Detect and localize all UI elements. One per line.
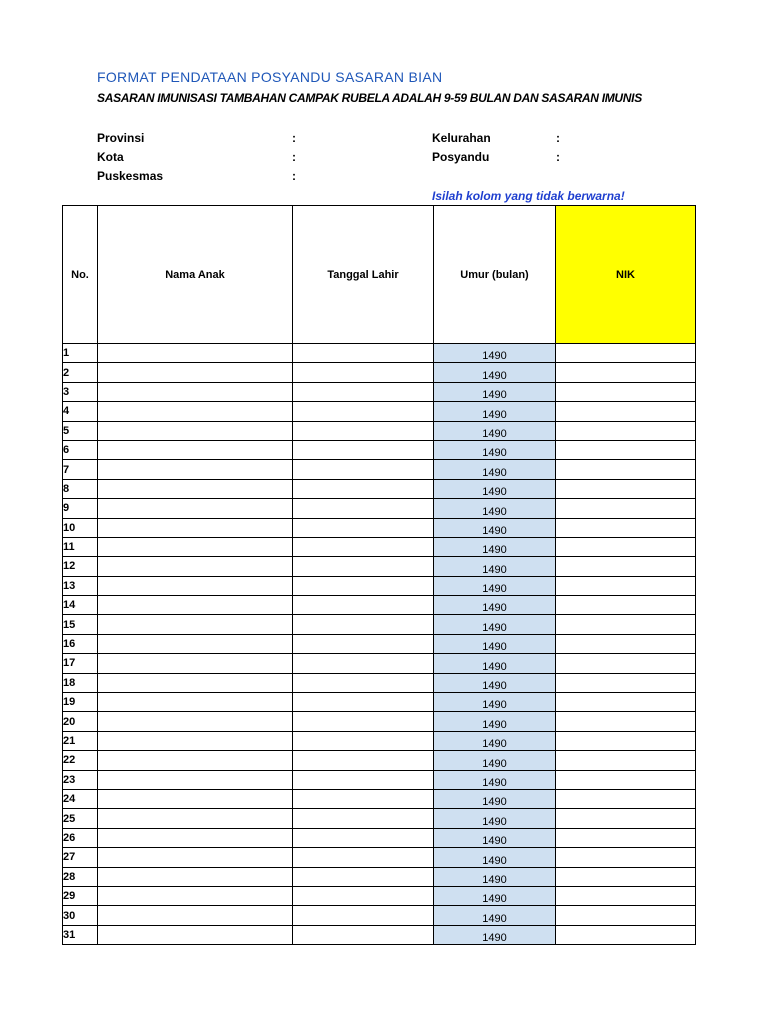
- umur-cell: 1490: [434, 654, 556, 673]
- table-row: [63, 460, 696, 479]
- table-row: [63, 693, 696, 712]
- row-number: 19: [63, 693, 98, 712]
- row-number: 25: [63, 809, 98, 828]
- tanggal-lahir-cell[interactable]: [293, 770, 434, 789]
- table-row: [63, 421, 696, 440]
- row-number: 23: [63, 770, 98, 789]
- umur-cell: 1490: [434, 344, 556, 363]
- nama-anak-cell[interactable]: [98, 576, 293, 595]
- row-number: 2: [63, 363, 98, 382]
- nik-cell[interactable]: [556, 596, 696, 615]
- tanggal-lahir-cell[interactable]: [293, 596, 434, 615]
- umur-cell: 1490: [434, 906, 556, 925]
- header-nik: NIK: [556, 206, 696, 344]
- tanggal-lahir-cell[interactable]: [293, 499, 434, 518]
- table-row: [63, 789, 696, 808]
- tanggal-lahir-cell[interactable]: [293, 751, 434, 770]
- nama-anak-cell[interactable]: [98, 770, 293, 789]
- nik-cell[interactable]: [556, 789, 696, 808]
- header-umur: Umur (bulan): [434, 206, 556, 344]
- table-row: [63, 731, 696, 750]
- kelurahan-colon: :: [556, 131, 560, 145]
- nama-anak-cell[interactable]: [98, 828, 293, 847]
- tanggal-lahir-cell[interactable]: [293, 789, 434, 808]
- table-row: [63, 402, 696, 421]
- umur-cell: 1490: [434, 673, 556, 692]
- nama-anak-cell[interactable]: [98, 402, 293, 421]
- nama-anak-cell[interactable]: [98, 925, 293, 944]
- table-row: [63, 382, 696, 401]
- umur-cell: 1490: [434, 421, 556, 440]
- table-row: [63, 596, 696, 615]
- table-row: [63, 867, 696, 886]
- nik-cell[interactable]: [556, 382, 696, 401]
- nik-cell[interactable]: [556, 479, 696, 498]
- umur-cell: 1490: [434, 809, 556, 828]
- tanggal-lahir-cell[interactable]: [293, 654, 434, 673]
- nama-anak-cell[interactable]: [98, 596, 293, 615]
- header-nama-anak: Nama Anak: [98, 206, 293, 344]
- nik-cell[interactable]: [556, 712, 696, 731]
- row-number: 13: [63, 576, 98, 595]
- nik-cell[interactable]: [556, 809, 696, 828]
- tanggal-lahir-cell[interactable]: [293, 615, 434, 634]
- tanggal-lahir-cell[interactable]: [293, 576, 434, 595]
- header-no: No.: [63, 206, 98, 344]
- nama-anak-cell[interactable]: [98, 382, 293, 401]
- nama-anak-cell[interactable]: [98, 712, 293, 731]
- umur-cell: 1490: [434, 479, 556, 498]
- nik-cell[interactable]: [556, 402, 696, 421]
- row-number: 4: [63, 402, 98, 421]
- row-number: 24: [63, 789, 98, 808]
- nama-anak-cell[interactable]: [98, 693, 293, 712]
- row-number: 12: [63, 557, 98, 576]
- umur-cell: 1490: [434, 828, 556, 847]
- row-number: 27: [63, 848, 98, 867]
- row-number: 31: [63, 925, 98, 944]
- tanggal-lahir-cell[interactable]: [293, 906, 434, 925]
- nama-anak-cell[interactable]: [98, 789, 293, 808]
- puskesmas-colon: :: [292, 169, 296, 183]
- table-row: [63, 886, 696, 905]
- nik-cell[interactable]: [556, 731, 696, 750]
- nik-cell[interactable]: [556, 751, 696, 770]
- row-number: 3: [63, 382, 98, 401]
- nik-cell[interactable]: [556, 576, 696, 595]
- row-number: 14: [63, 596, 98, 615]
- nama-anak-cell[interactable]: [98, 344, 293, 363]
- nik-cell[interactable]: [556, 499, 696, 518]
- table-row: [63, 537, 696, 556]
- tanggal-lahir-cell[interactable]: [293, 363, 434, 382]
- kota-colon: :: [292, 150, 296, 164]
- tanggal-lahir-cell[interactable]: [293, 402, 434, 421]
- umur-cell: 1490: [434, 440, 556, 459]
- tanggal-lahir-cell[interactable]: [293, 828, 434, 847]
- nama-anak-cell[interactable]: [98, 421, 293, 440]
- nama-anak-cell[interactable]: [98, 867, 293, 886]
- row-number: 6: [63, 440, 98, 459]
- umur-cell: 1490: [434, 596, 556, 615]
- umur-cell: 1490: [434, 615, 556, 634]
- tanggal-lahir-cell[interactable]: [293, 867, 434, 886]
- nik-cell[interactable]: [556, 537, 696, 556]
- nik-cell[interactable]: [556, 693, 696, 712]
- tanggal-lahir-cell[interactable]: [293, 693, 434, 712]
- row-number: 10: [63, 518, 98, 537]
- row-number: 9: [63, 499, 98, 518]
- nik-cell[interactable]: [556, 421, 696, 440]
- nama-anak-cell[interactable]: [98, 499, 293, 518]
- table-row: [63, 479, 696, 498]
- table-row: [63, 654, 696, 673]
- row-number: 17: [63, 654, 98, 673]
- tanggal-lahir-cell[interactable]: [293, 518, 434, 537]
- umur-cell: 1490: [434, 382, 556, 401]
- kelurahan-label: Kelurahan: [432, 131, 491, 145]
- nama-anak-cell[interactable]: [98, 731, 293, 750]
- umur-cell: 1490: [434, 537, 556, 556]
- umur-cell: 1490: [434, 789, 556, 808]
- umur-cell: 1490: [434, 770, 556, 789]
- fill-instruction: Isilah kolom yang tidak berwarna!: [432, 189, 625, 203]
- nama-anak-cell[interactable]: [98, 673, 293, 692]
- table-row: [63, 751, 696, 770]
- nik-cell[interactable]: [556, 557, 696, 576]
- puskesmas-label: Puskesmas: [97, 169, 164, 183]
- nama-anak-cell[interactable]: [98, 809, 293, 828]
- nik-cell[interactable]: [556, 673, 696, 692]
- table-row: [63, 925, 696, 944]
- document-subtitle: SASARAN IMUNISASI TAMBAHAN CAMPAK RUBELA ADALAH 9-59 BULAN DAN SASARAN IMUNIS: [97, 91, 642, 105]
- table-row: [63, 848, 696, 867]
- tanggal-lahir-cell[interactable]: [293, 809, 434, 828]
- umur-cell: 1490: [434, 751, 556, 770]
- table-row: [63, 770, 696, 789]
- umur-cell: 1490: [434, 634, 556, 653]
- table-row: [63, 712, 696, 731]
- row-number: 29: [63, 886, 98, 905]
- table-row: [63, 809, 696, 828]
- umur-cell: 1490: [434, 576, 556, 595]
- nama-anak-cell[interactable]: [98, 615, 293, 634]
- umur-cell: 1490: [434, 848, 556, 867]
- data-table: [62, 205, 696, 945]
- kota-label: Kota: [97, 150, 124, 164]
- nik-cell[interactable]: [556, 867, 696, 886]
- tanggal-lahir-cell[interactable]: [293, 925, 434, 944]
- nik-cell[interactable]: [556, 440, 696, 459]
- nama-anak-cell[interactable]: [98, 886, 293, 905]
- nama-anak-cell[interactable]: [98, 848, 293, 867]
- umur-cell: 1490: [434, 925, 556, 944]
- document-title: FORMAT PENDATAAN POSYANDU SASARAN BIAN: [97, 69, 443, 85]
- tanggal-lahir-cell[interactable]: [293, 634, 434, 653]
- row-number: 28: [63, 867, 98, 886]
- nama-anak-cell[interactable]: [98, 460, 293, 479]
- tanggal-lahir-cell[interactable]: [293, 557, 434, 576]
- umur-cell: 1490: [434, 499, 556, 518]
- umur-cell: 1490: [434, 363, 556, 382]
- row-number: 7: [63, 460, 98, 479]
- nik-cell[interactable]: [556, 363, 696, 382]
- provinsi-colon: :: [292, 131, 296, 145]
- table-row: [63, 518, 696, 537]
- umur-cell: 1490: [434, 886, 556, 905]
- tanggal-lahir-cell[interactable]: [293, 382, 434, 401]
- row-number: 16: [63, 634, 98, 653]
- row-number: 5: [63, 421, 98, 440]
- posyandu-colon: :: [556, 150, 560, 164]
- nama-anak-cell[interactable]: [98, 906, 293, 925]
- umur-cell: 1490: [434, 693, 556, 712]
- nik-cell[interactable]: [556, 615, 696, 634]
- table-row: [63, 344, 696, 363]
- header-tanggal-lahir: Tanggal Lahir: [293, 206, 434, 344]
- table-row: [63, 440, 696, 459]
- table-row: [63, 557, 696, 576]
- nik-cell[interactable]: [556, 460, 696, 479]
- umur-cell: 1490: [434, 731, 556, 750]
- table-header-row: [63, 206, 696, 344]
- provinsi-label: Provinsi: [97, 131, 145, 145]
- tanggal-lahir-cell[interactable]: [293, 421, 434, 440]
- tanggal-lahir-cell[interactable]: [293, 731, 434, 750]
- umur-cell: 1490: [434, 460, 556, 479]
- tanggal-lahir-cell[interactable]: [293, 440, 434, 459]
- nik-cell[interactable]: [556, 848, 696, 867]
- nama-anak-cell[interactable]: [98, 751, 293, 770]
- nama-anak-cell[interactable]: [98, 440, 293, 459]
- row-number: 18: [63, 673, 98, 692]
- row-number: 20: [63, 712, 98, 731]
- row-number: 1: [63, 344, 98, 363]
- nik-cell[interactable]: [556, 518, 696, 537]
- row-number: 21: [63, 731, 98, 750]
- tanggal-lahir-cell[interactable]: [293, 344, 434, 363]
- nik-cell[interactable]: [556, 344, 696, 363]
- tanggal-lahir-cell[interactable]: [293, 848, 434, 867]
- tanggal-lahir-cell[interactable]: [293, 886, 434, 905]
- nama-anak-cell[interactable]: [98, 634, 293, 653]
- nik-cell[interactable]: [556, 828, 696, 847]
- nik-cell[interactable]: [556, 654, 696, 673]
- umur-cell: 1490: [434, 867, 556, 886]
- nama-anak-cell[interactable]: [98, 537, 293, 556]
- row-number: 22: [63, 751, 98, 770]
- table-row: [63, 499, 696, 518]
- nik-cell[interactable]: [556, 634, 696, 653]
- umur-cell: 1490: [434, 557, 556, 576]
- row-number: 11: [63, 537, 98, 556]
- nama-anak-cell[interactable]: [98, 363, 293, 382]
- tanggal-lahir-cell[interactable]: [293, 537, 434, 556]
- table-row: [63, 363, 696, 382]
- table-row: [63, 828, 696, 847]
- nik-cell[interactable]: [556, 925, 696, 944]
- nik-cell[interactable]: [556, 906, 696, 925]
- table-row: [63, 576, 696, 595]
- posyandu-label: Posyandu: [432, 150, 490, 164]
- tanggal-lahir-cell[interactable]: [293, 673, 434, 692]
- umur-cell: 1490: [434, 712, 556, 731]
- nik-cell[interactable]: [556, 770, 696, 789]
- row-number: 8: [63, 479, 98, 498]
- row-number: 26: [63, 828, 98, 847]
- nama-anak-cell[interactable]: [98, 479, 293, 498]
- table-row: [63, 634, 696, 653]
- table-body: [63, 344, 696, 945]
- tanggal-lahir-cell[interactable]: [293, 479, 434, 498]
- table-row: [63, 906, 696, 925]
- nik-cell[interactable]: [556, 886, 696, 905]
- umur-cell: 1490: [434, 402, 556, 421]
- table-row: [63, 615, 696, 634]
- nama-anak-cell[interactable]: [98, 654, 293, 673]
- tanggal-lahir-cell[interactable]: [293, 712, 434, 731]
- nama-anak-cell[interactable]: [98, 557, 293, 576]
- nama-anak-cell[interactable]: [98, 518, 293, 537]
- table-row: [63, 673, 696, 692]
- umur-cell: 1490: [434, 518, 556, 537]
- row-number: 15: [63, 615, 98, 634]
- tanggal-lahir-cell[interactable]: [293, 460, 434, 479]
- row-number: 30: [63, 906, 98, 925]
